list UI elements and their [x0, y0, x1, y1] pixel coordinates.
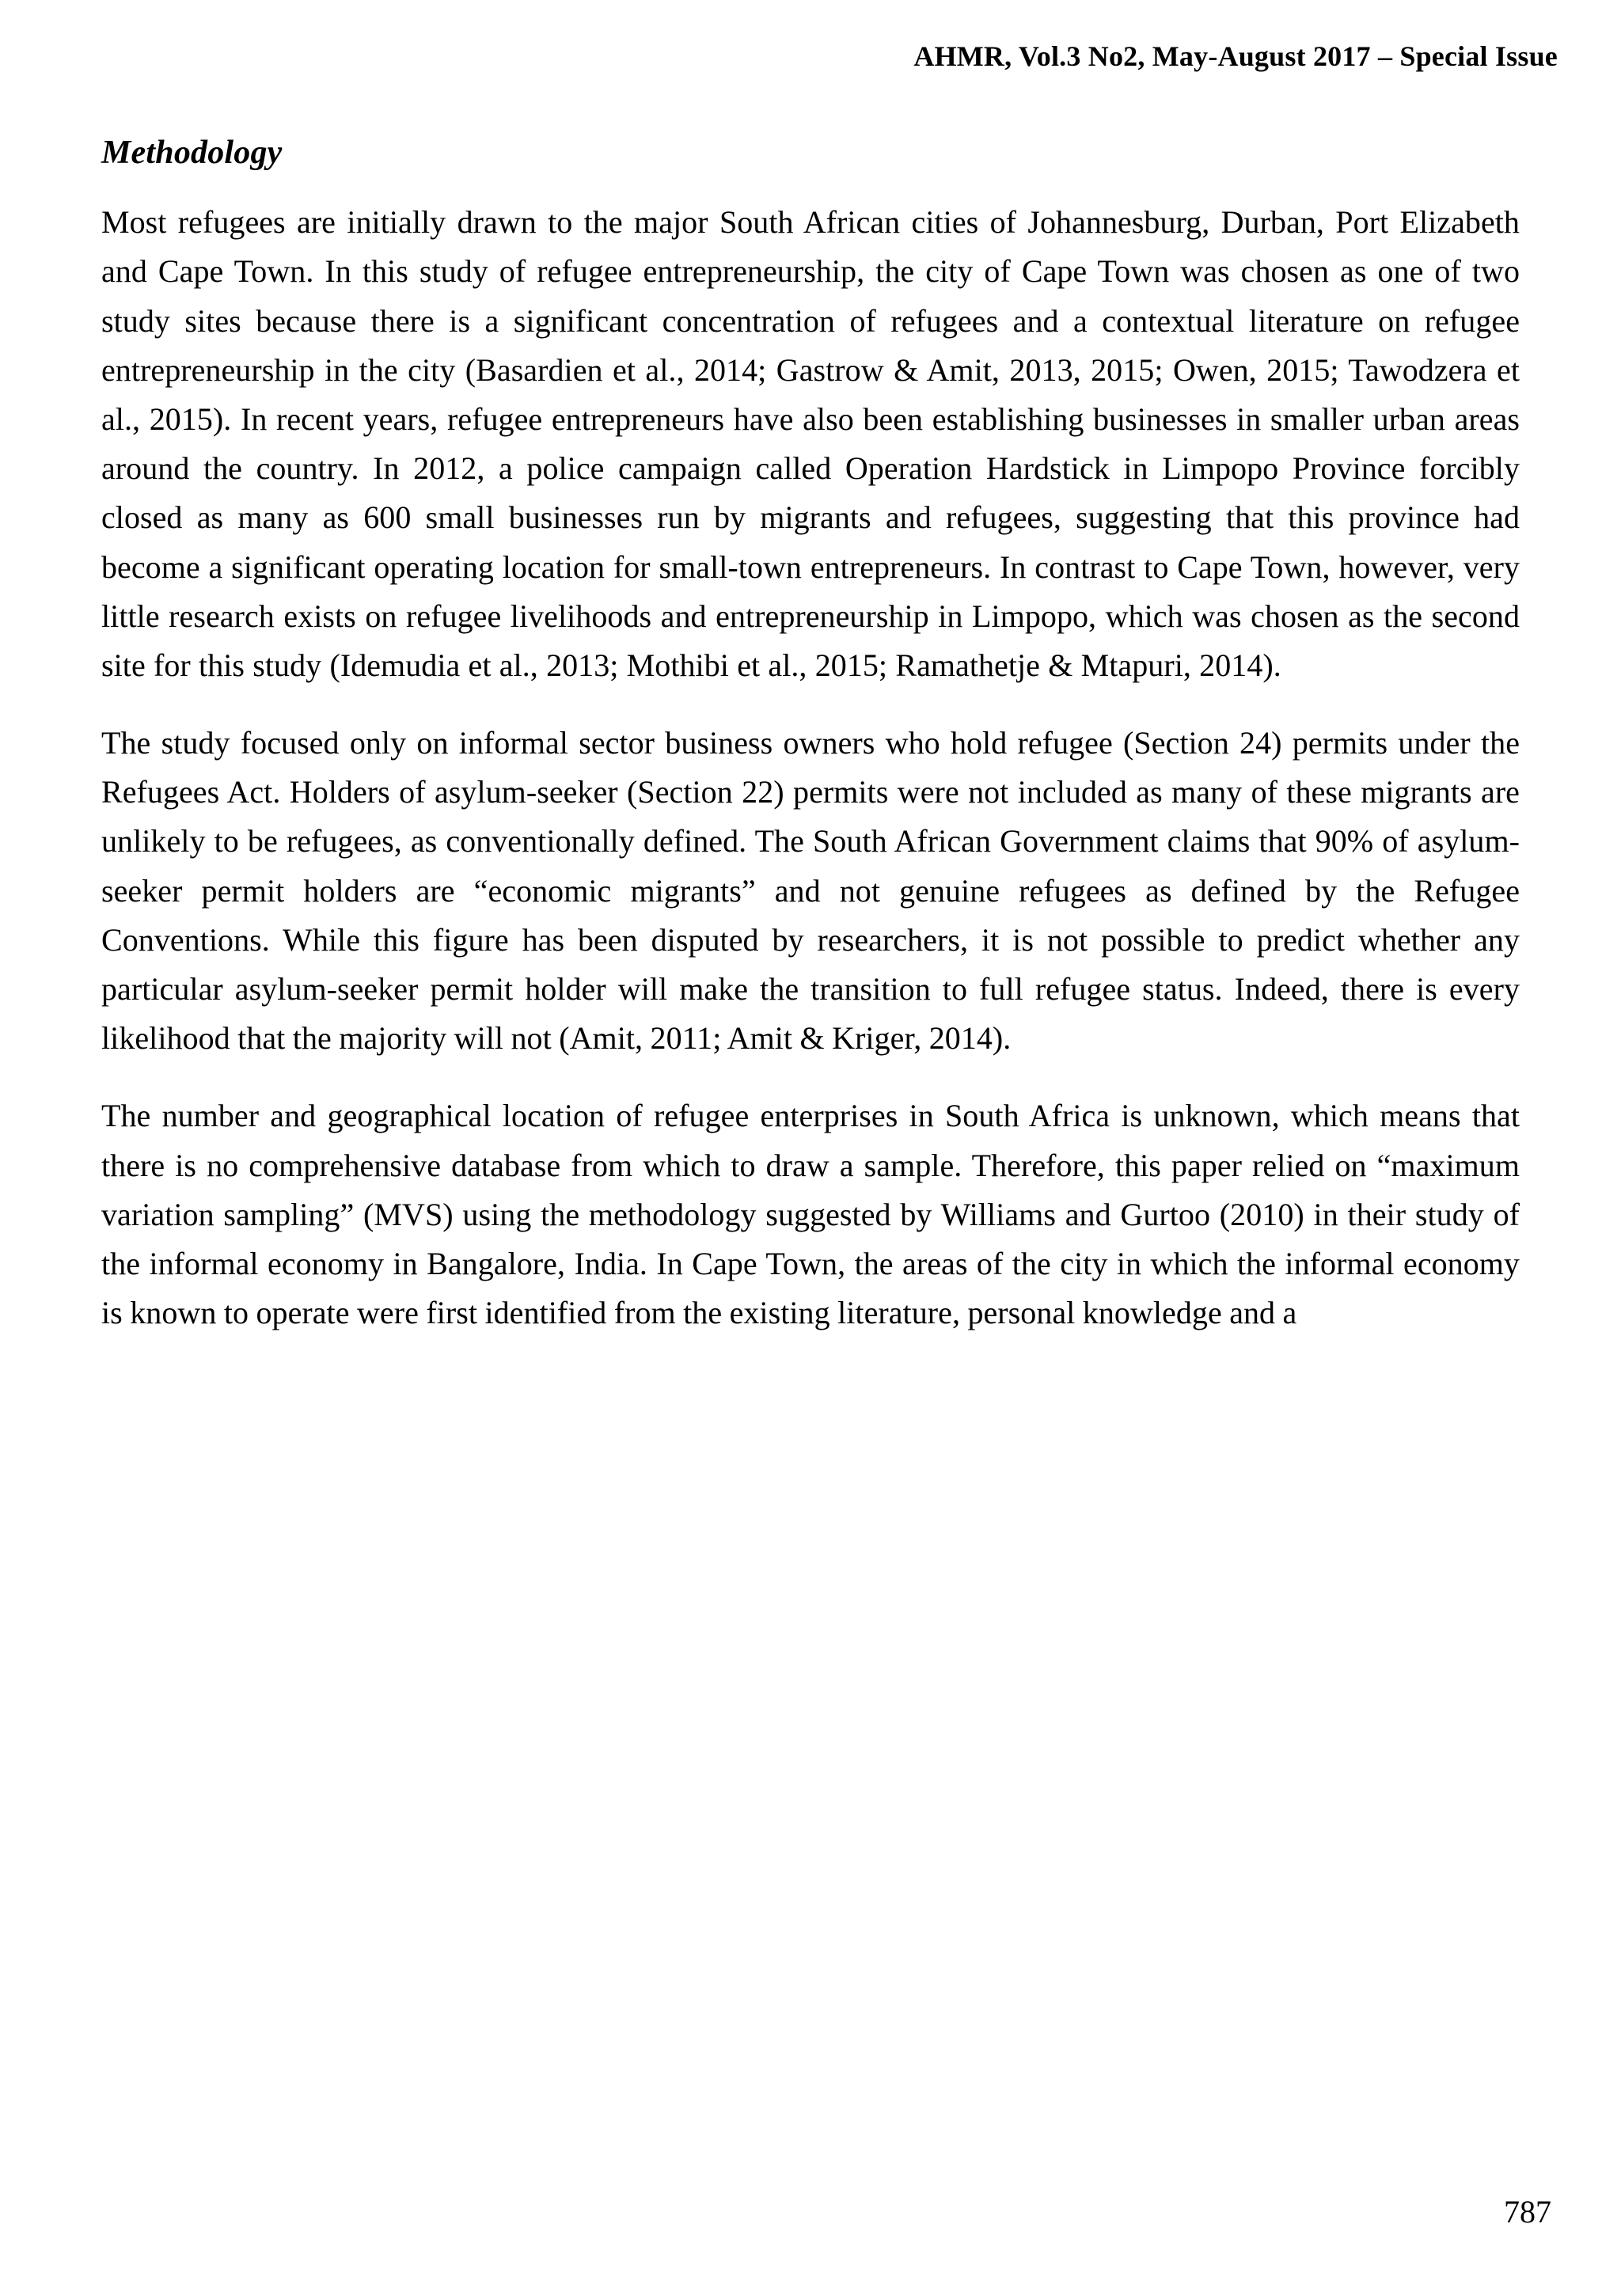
page-number: 787 [1504, 2194, 1551, 2230]
text-column [101, 135, 1520, 1338]
body-paragraph-3: The number and geographical location of refugee enterprises in South Africa is unknown, which means that there is no comprehensive database from which to draw a sample. Therefore, this paper relied on “maximum variation sampling” (MVS) using the methodology suggested by Williams and Gurtoo (2010) in their study of the informal economy in Bangalore, India. In Cape Town, the areas of the city in which the informal economy is known to operate were first identified from the existing literature, personal knowledge and a [101, 1098, 1520, 1331]
running-head: AHMR, Vol.3 No2, May-August 2017 – Special Issue [913, 40, 1558, 72]
body-paragraph-2: The study focused only on informal sector business owners who hold refugee (Section 24) permits under the Refugees Act. Holders of asylum-seeker (Section 22) permits were not included as many of these migrants are unlikely to be refugees, as conventionally defined. The South African Government claims that 90% of asylum-seeker permit holders are “economic migrants” and not genuine refugees as defined by the Refugee Conventions. While this figure has been disputed by researchers, it is not possible to predict whether any particular asylum-seeker permit holder will make the transition to full refugee status. Indeed, there is every likelihood that the majority will not (Amit, 2011; Amit & Kriger, 2014). [101, 725, 1520, 1057]
page-title: Methodology [101, 135, 283, 171]
body-paragraph-1: Most refugees are initially drawn to the major South African cities of Johannesburg, Durban, Port Elizabeth and Cape Town. In this study of refugee entrepreneurship, the city of Cape Town was chosen as one of two study sites because there is a significant concentration of refugees and a contextual literature on refugee entrepreneurship in the city (Basardien et al., 2014; Gastrow & Amit, 2013, 2015; Owen, 2015; Tawodzera et al., 2015). In recent years, refugee entrepreneurs have also been establishing businesses in smaller urban areas around the country. In 2012, a police campaign called Operation Hardstick in Limpopo Province forcibly closed as many as 600 small businesses run by migrants and refugees, suggesting that this province had become a significant operating location for small-town entrepreneurs. In contrast to Cape Town, however, very little research exists on refugee livelihoods and entrepreneurship in Limpopo, which was chosen as the second site for this study (Idemudia et al., 2013; Mothibi et al., 2015; Ramathetje & Mtapuri, 2014). [101, 204, 1520, 683]
